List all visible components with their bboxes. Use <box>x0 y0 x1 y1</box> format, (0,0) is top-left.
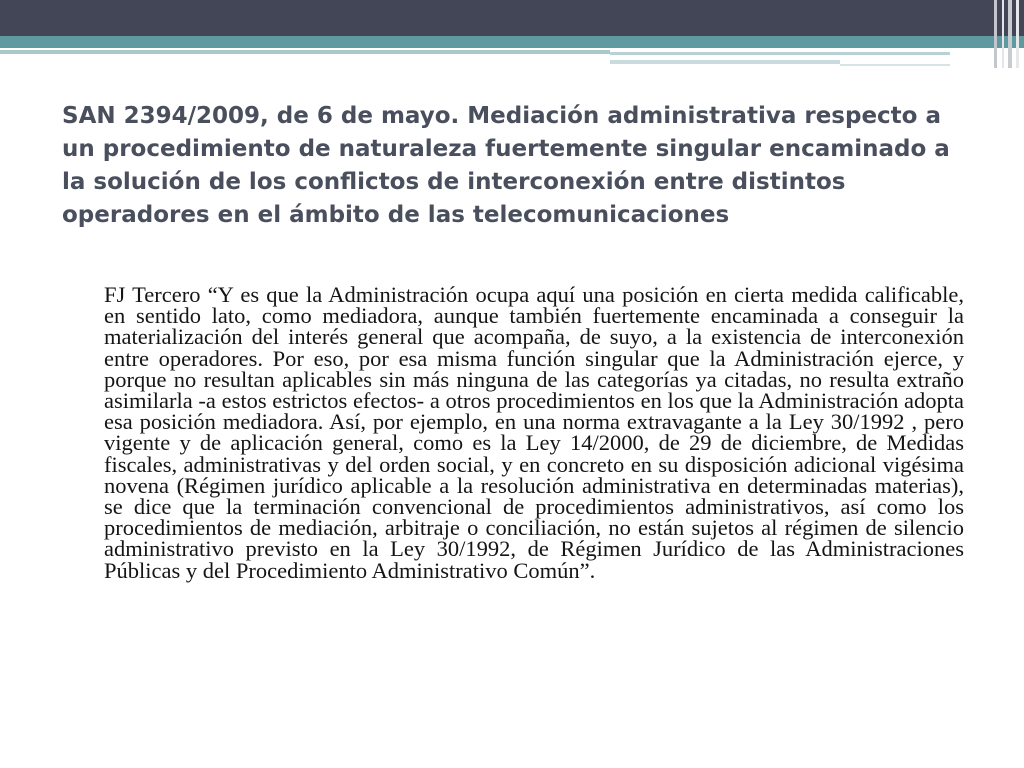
corner-stripe <box>1008 0 1012 68</box>
header-line-2 <box>610 60 840 64</box>
corner-stripe <box>1002 0 1004 68</box>
header-line-3 <box>840 64 950 66</box>
header-line-1 <box>610 52 950 55</box>
header-band-teal <box>0 36 1024 48</box>
header-band-light <box>0 50 610 54</box>
slide-title: SAN 2394/2009, de 6 de mayo. Mediación administrativa respecto a un procedimiento de naturaleza fuertemente singular encaminado a la solución de los conflictos de interconexión entre distintos operadores en el ámbito de las telecomunicaciones <box>62 103 950 228</box>
corner-stripe <box>994 0 997 68</box>
slide-body-quote: FJ Tercero “Y es que la Administración ocupa aquí una posición en cierta medida calificable, en sentido lato, como mediadora, aunque también fuertemente encaminada a conseguir la materialización del interés general que acompaña, de suyo, a la existencia de interconexión entre operadores. Por eso, por esa misma función singular que la Administración ejerce, y porque no resultan aplicables sin más ninguna de las categorías ya citadas, no resulta extraño asimilarla -a estos estrictos efectos- a otros procedimientos en los que la Administración adopta esa posición mediadora. Así, por ejemplo, en una norma extravagante a la Ley 30/1992 , pero vigente y de aplicación general, como es la Ley 14/2000, de 29 de diciembre, de Medidas fiscales, administrativas y del orden social, y en concreto en su disposición adicional vigésima novena (Régimen jurídico aplicable a la resolución administrativa en determinadas materias), se dice que la terminación convencional de procedimientos administrativos, así como los procedimientos de mediación, arbitraje o conciliación, no están sujetos al régimen de silencio administrativo previsto en la Ley 30/1992, de Régimen Jurídico de las Administraciones Públicas y del Procedimiento Administrativo Común”. <box>104 282 964 583</box>
corner-stripe <box>1016 0 1019 68</box>
header-band-dark <box>0 0 1024 36</box>
